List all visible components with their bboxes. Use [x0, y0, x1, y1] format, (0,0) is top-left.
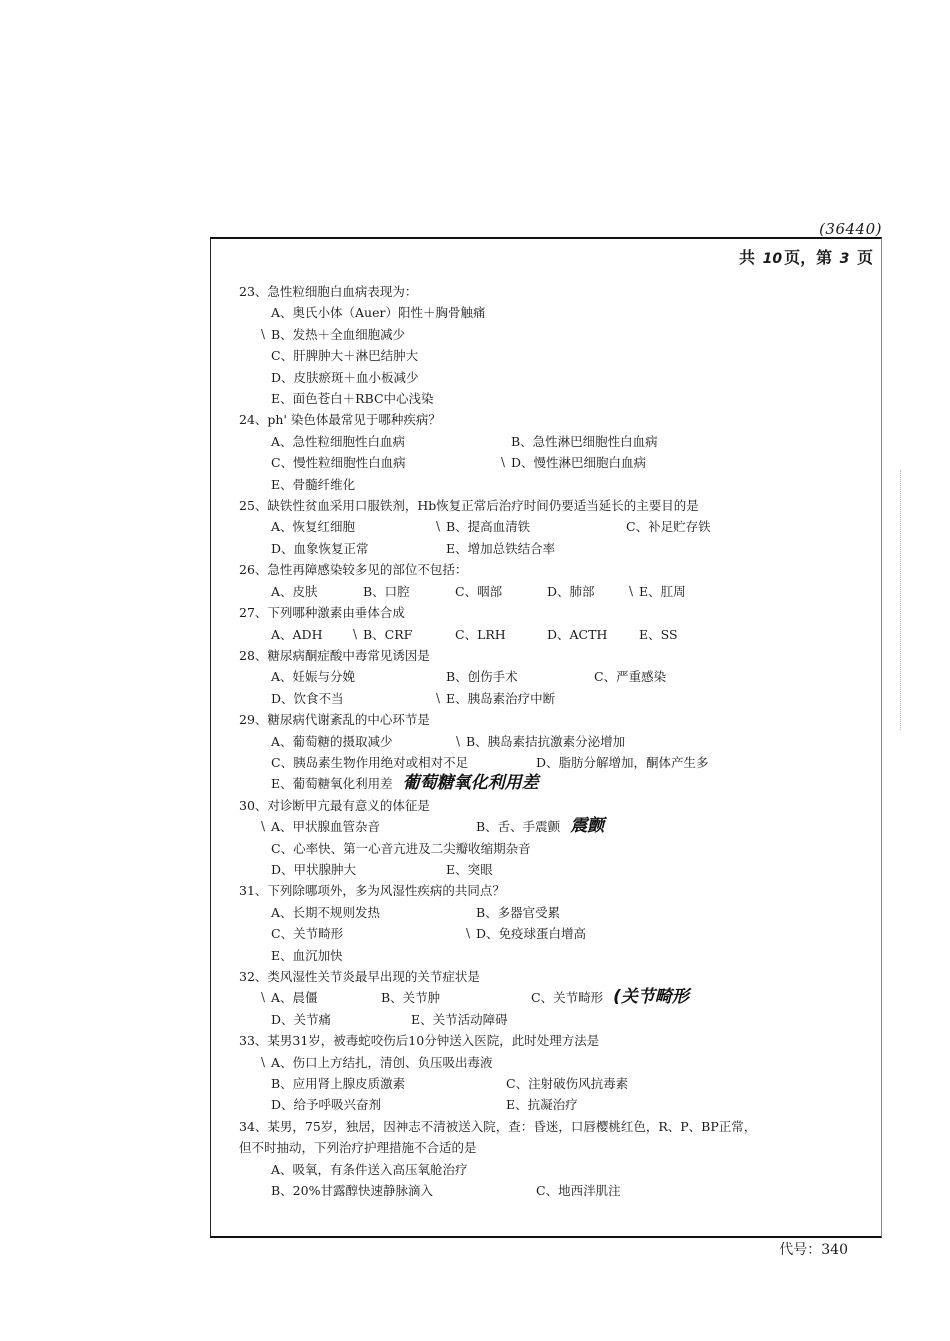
answer-option-text: D、饮食不当	[271, 690, 344, 706]
answer-option	[506, 1073, 628, 1094]
answer-option-text: B、口腔	[363, 583, 410, 599]
answer-option-text: C、肝脾肿大＋淋巴结肿大	[271, 348, 419, 364]
answer-option-text: A、妊娠与分娩	[271, 669, 356, 685]
option-row	[271, 624, 875, 645]
answer-option	[547, 581, 639, 602]
page-counter	[739, 245, 873, 268]
answer-option	[455, 581, 547, 602]
handwritten-note: (关节畸形	[613, 987, 689, 1008]
option-row	[271, 859, 875, 880]
answer-option-text: A、葡萄糖的摄取减少	[271, 733, 393, 749]
option-row	[271, 474, 875, 495]
question-stem: 31、下列除哪项外，多为风湿性疾病的共同点？	[239, 883, 505, 899]
answer-option-text: A、长期不规则发热	[271, 904, 381, 920]
exam-code: (36440)	[819, 220, 882, 238]
answer-option	[271, 367, 419, 388]
answer-option-text: C、慢性粒细胞性白血病	[271, 455, 406, 471]
answer-option-text: B、应用肾上腺皮质激素	[271, 1076, 406, 1092]
answer-option-text: C、严重感染	[594, 669, 667, 685]
option-row	[261, 987, 875, 1008]
question-list	[239, 281, 875, 1201]
answer-option-text: D、肺部	[547, 583, 595, 599]
answer-option-text: C、补足贮存铁	[626, 519, 711, 535]
question-stem: 33、某男31岁，被毒蛇咬伤后10分钟送入医院，此时处理方法是	[239, 1033, 600, 1049]
option-row	[271, 838, 875, 859]
option-group	[239, 302, 875, 409]
answer-option	[271, 731, 466, 752]
answer-option	[271, 666, 446, 687]
question-stem: 28、糖尿病酮症酸中毒常见诱因是	[239, 647, 430, 663]
question-stem: 27、下列哪种激素由垂体合成	[239, 605, 405, 621]
answer-option-text: B、关节肿	[381, 990, 441, 1006]
answer-option	[271, 538, 446, 559]
option-group	[239, 624, 875, 645]
answer-option-text: C、关节畸形	[531, 990, 604, 1006]
option-row	[271, 1180, 875, 1201]
answer-option	[271, 902, 476, 923]
answer-option-text: B、提高血清铁	[446, 519, 531, 535]
answer-option	[411, 1009, 508, 1030]
answer-option	[456, 731, 626, 752]
option-row	[271, 367, 875, 388]
answer-option	[626, 516, 711, 537]
answer-option	[271, 1073, 506, 1094]
answer-option	[455, 624, 547, 645]
option-row	[271, 945, 875, 966]
answer-option-text: D、脂肪分解增加，酮体产生多	[536, 754, 709, 770]
answer-option	[446, 859, 493, 880]
page-prefix: 共	[738, 248, 755, 267]
option-group	[239, 902, 875, 966]
answer-option	[271, 581, 363, 602]
option-row	[271, 538, 875, 559]
option-row	[271, 1159, 875, 1180]
answer-option	[639, 624, 678, 645]
answer-check-mark-icon: \	[629, 583, 634, 598]
answer-option-text: B、急性淋巴细胞性白血病	[511, 433, 658, 449]
option-row	[271, 902, 875, 923]
option-group	[239, 987, 875, 1030]
right-margin-dots	[900, 470, 902, 730]
answer-check-mark-icon: \	[261, 990, 266, 1005]
answer-option	[271, 838, 531, 859]
answer-check-mark-icon: \	[466, 926, 471, 941]
answer-option-text: B、胰岛素拮抗激素分泌增加	[466, 733, 626, 749]
answer-option-text: E、抗凝治疗	[506, 1097, 578, 1113]
answer-option-text: A、晨僵	[271, 990, 318, 1006]
answer-option	[476, 816, 604, 837]
answer-option-text: E、胰岛素治疗中断	[446, 690, 556, 706]
answer-option-text: C、咽部	[455, 583, 503, 599]
answer-option	[466, 923, 587, 944]
answer-option	[261, 1052, 493, 1073]
current-page: 3	[839, 251, 850, 267]
answer-option	[261, 816, 476, 837]
answer-option	[536, 1180, 621, 1201]
answer-check-mark-icon: \	[456, 733, 461, 748]
answer-option-text: A、伤口上方结扎，清创、负压吸出毒液	[271, 1054, 493, 1070]
answer-option	[271, 688, 446, 709]
answer-option	[446, 666, 594, 687]
option-row	[271, 1094, 875, 1115]
answer-option	[271, 773, 539, 794]
answer-option	[271, 516, 446, 537]
answer-option	[436, 688, 556, 709]
question-stem: 26、急性再障感染较多见的部位不包括：	[239, 562, 468, 578]
answer-option	[271, 388, 434, 409]
option-group	[239, 731, 875, 795]
handwritten-note: 震颤	[570, 816, 605, 837]
page-suffix: 页	[856, 248, 873, 267]
answer-option	[261, 324, 406, 345]
option-group	[239, 816, 875, 880]
answer-option-text: A、皮肤	[271, 583, 318, 599]
option-group	[239, 581, 875, 602]
answer-option-text: A、奥氏小体（Auer）阳性＋胸骨触痛	[271, 305, 486, 321]
option-row	[271, 688, 875, 709]
page-mid: 页，第	[784, 248, 833, 267]
answer-check-mark-icon: \	[436, 690, 441, 705]
answer-option	[271, 923, 476, 944]
answer-option-text: A、甲状腺血管杂音	[271, 819, 381, 835]
answer-option-text: E、SS	[639, 626, 678, 642]
answer-option-text: E、血沉加快	[271, 947, 343, 963]
answer-check-mark-icon: \	[501, 455, 506, 470]
answer-option-text: A、恢复红细胞	[271, 519, 356, 535]
answer-option	[353, 624, 455, 645]
answer-option	[531, 987, 689, 1008]
option-row	[271, 516, 875, 537]
option-row	[271, 302, 875, 323]
answer-option-text: D、关节痛	[271, 1011, 332, 1027]
answer-option	[271, 1009, 411, 1030]
answer-option-text: A、急性粒细胞性白血病	[271, 433, 406, 449]
option-row	[271, 773, 875, 794]
answer-option-text: D、ACTH	[547, 626, 608, 642]
answer-option	[271, 345, 418, 366]
answer-check-mark-icon: \	[261, 1054, 266, 1069]
answer-option-text: B、CRF	[363, 626, 413, 642]
answer-option	[271, 452, 511, 473]
option-group	[239, 431, 875, 495]
answer-option	[506, 1094, 578, 1115]
question-stem: 30、对诊断甲亢最有意义的体征是	[239, 797, 430, 813]
total-pages: 10	[762, 251, 783, 267]
answer-option-text: C、胰岛素生物作用绝对或相对不足	[271, 754, 469, 770]
answer-option-text: E、肛周	[639, 583, 686, 599]
answer-option-text: D、血象恢复正常	[271, 540, 369, 556]
question-stem: 24、ph' 染色体最常见于哪种疾病？	[239, 412, 441, 428]
answer-option-text: A、ADH	[271, 626, 323, 642]
answer-option	[271, 1159, 468, 1180]
option-row	[271, 431, 875, 452]
answer-option	[446, 538, 555, 559]
answer-option	[271, 859, 446, 880]
answer-option	[476, 902, 560, 923]
answer-check-mark-icon: \	[353, 626, 358, 641]
answer-option-text: C、LRH	[455, 626, 506, 642]
option-row	[271, 452, 875, 473]
answer-option-text: C、心率快、第一心音亢进及二尖瓣收缩期杂音	[271, 840, 531, 856]
answer-option	[547, 624, 639, 645]
answer-option	[536, 752, 709, 773]
option-row	[261, 324, 875, 345]
question-stem: 29、糖尿病代谢紊乱的中心环节是	[239, 712, 430, 728]
option-group	[239, 1159, 875, 1202]
answer-check-mark-icon: \	[436, 519, 441, 534]
question-stem-continued: 但不时抽动，下列治疗护理措施不合适的是	[239, 1140, 477, 1156]
answer-option	[261, 987, 381, 1008]
question-stem: 23、急性粒细胞白血病表现为：	[239, 284, 418, 299]
option-row	[271, 345, 875, 366]
handwritten-note: 葡萄糖氧化利用差	[402, 773, 539, 794]
footer-code	[779, 1239, 848, 1259]
option-row	[271, 1009, 875, 1030]
answer-option	[271, 474, 355, 495]
option-row	[271, 581, 875, 602]
answer-option	[511, 431, 658, 452]
answer-option	[436, 516, 626, 537]
answer-option-text: E、面色苍白＋RBC中心浅染	[271, 391, 434, 407]
option-row	[271, 923, 875, 944]
answer-option	[501, 452, 647, 473]
page-frame	[210, 237, 882, 1238]
answer-option-text: B、发热＋全血细胞减少	[271, 326, 406, 342]
answer-check-mark-icon: \	[261, 819, 266, 834]
answer-option	[271, 302, 485, 323]
answer-option-text: E、关节活动障碍	[411, 1011, 508, 1027]
option-row	[271, 388, 875, 409]
option-group	[239, 516, 875, 559]
option-row	[271, 1073, 875, 1094]
answer-option-text: C、地西泮肌注	[536, 1183, 621, 1199]
answer-option	[363, 581, 455, 602]
answer-option-text: E、增加总铁结合率	[446, 540, 556, 556]
answer-option	[271, 945, 343, 966]
answer-option	[271, 624, 363, 645]
answer-option-text: C、注射破伤风抗毒素	[506, 1076, 629, 1092]
answer-option-text: D、慢性淋巴细胞白血病	[511, 455, 647, 471]
answer-check-mark-icon: \	[261, 326, 266, 341]
footer-code-value: 340	[821, 1242, 848, 1258]
answer-option-text: D、甲状腺肿大	[271, 861, 357, 877]
answer-option	[381, 987, 531, 1008]
answer-option-text: E、突眼	[446, 861, 493, 877]
option-row	[261, 1052, 875, 1073]
answer-option	[629, 581, 686, 602]
answer-option	[271, 1094, 506, 1115]
answer-option-text: C、关节畸形	[271, 926, 344, 942]
answer-option-text: E、骨髓纤维化	[271, 476, 356, 492]
answer-option-text: A、吸氧，有条件送入高压氧舱治疗	[271, 1161, 468, 1177]
answer-option	[271, 1180, 536, 1201]
option-group	[239, 666, 875, 709]
question-stem: 32、类风湿性关节炎最早出现的关节症状是	[239, 969, 480, 984]
option-row	[271, 666, 875, 687]
question-stem: 25、缺铁性贫血采用口服铁剂，Hb恢复正常后治疗时间仍要适当延长的主要目的是	[239, 498, 699, 514]
answer-option	[271, 752, 536, 773]
option-row	[271, 731, 875, 752]
question-stem: 34、某男，75岁，独居，因神志不清被送入院，查：昏迷，口唇樱桃红色，R、P、BP正常，	[239, 1118, 757, 1134]
option-row	[261, 816, 875, 837]
footer-code-label: 代号：	[779, 1242, 822, 1258]
option-row	[271, 752, 875, 773]
answer-option-text: E、葡萄糖氧化利用差	[271, 776, 393, 792]
option-group	[239, 1052, 875, 1116]
answer-option	[271, 431, 511, 452]
answer-option-text: B、创伤手术	[446, 669, 518, 685]
answer-option-text: B、舌、手震颤	[476, 819, 561, 835]
answer-option	[594, 666, 666, 687]
answer-option-text: D、免疫球蛋白增高	[476, 926, 587, 942]
answer-option-text: D、皮肤瘀斑＋血小板减少	[271, 369, 419, 385]
answer-option-text: B、多器官受累	[476, 904, 561, 920]
answer-option-text: B、20%甘露醇快速静脉滴入	[271, 1183, 433, 1199]
answer-option-text: D、给予呼吸兴奋剂	[271, 1097, 382, 1113]
